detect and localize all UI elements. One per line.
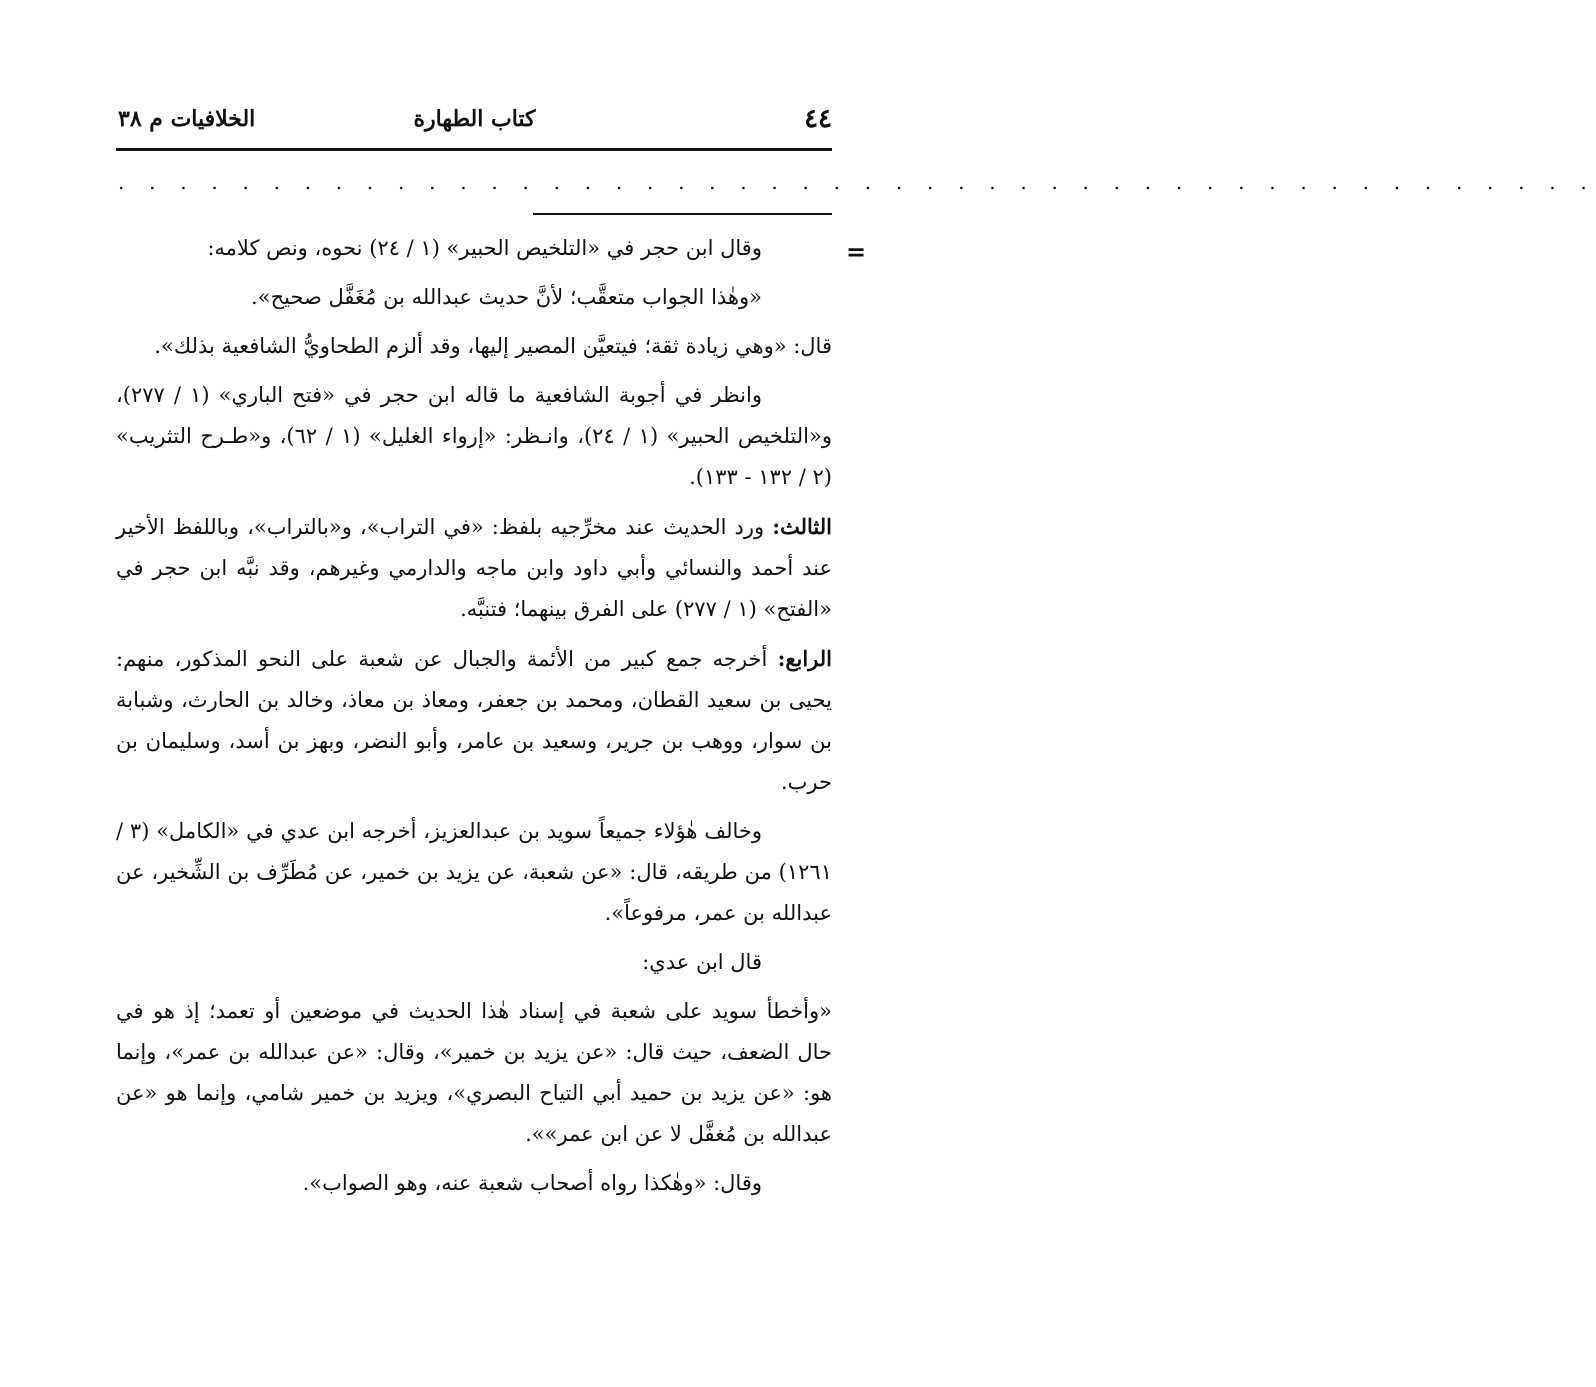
- footnote-rule: [533, 213, 832, 215]
- paragraph: وانظر في أجوبة الشافعية ما قاله ابن حجر في «فتح الباري» (١ / ٢٧٧)، و«التلخيص الحبير» (١ / ٢٤)، وانـظر: «إرواء الغليل» (١ / ٦٢)، و«طـرح التثريب» (٢ / ١٣٢ - ١٣٣).: [116, 383, 832, 489]
- point-text: أخرجه جمع كبير من الأئمة والجبال عن شعبة على النحو المذكور، منهم: يحيى بن سعيد القطان، ومحمد بن جعفر، ومعاذ بن معاذ، وخالد بن الحارث، وشبابة بن سوار، ووهب بن جرير، وسعيد بن عامر، وأبو النضر، وبهز بن أسد، وسليمان بن حرب.: [116, 647, 832, 794]
- header-rule: [116, 148, 832, 151]
- point-text: ورد الحديث عند مخرِّجيه بلفظ: «في التراب»، و«بالتراب»، وباللفظ الأخير عند أحمد والنسائي وأبي داود وابن ماجه والدارمي وغيرهم، وقد نبَّه ابن حجر في «الفتح» (١ / ٢٧٧) على الفرق بينهما؛ فتنبَّه.: [116, 515, 832, 621]
- paragraph-third-point: [116, 506, 832, 630]
- quote-paragraph: «وأخطأ سويد على شعبة في إسناد هٰذا الحديث في موضعين أو تعمد؛ إذ هو في حال الضعف، حيث قال: «عن يزيد بن خمير»، وقال: «عن عبدالله بن عمر»، وإنما هو: «عن يزيد بن حميد أبي التياح البصري»، ويزيد بن خمير شامي، وإنما هو «عن عبدالله بن مُغفَّل لا عن ابن عمر»».: [116, 999, 832, 1146]
- paragraph: وقال ابن حجر في «التلخيص الحبير» (١ / ٢٤) نحوه، ونص كلامه:: [207, 236, 762, 260]
- paragraph: قال ابن عدي:: [642, 950, 762, 974]
- page-number: ٤٤: [804, 104, 832, 134]
- continuation-mark: =: [846, 237, 867, 266]
- paragraph: وقال: «وهٰكذا رواه أصحاب شعبة عنه، وهو الصواب».: [302, 1171, 762, 1195]
- point-label: الثالث:: [772, 514, 832, 539]
- paragraph: قال: «وهي زيادة ثقة؛ فيتعيَّن المصير إليها، وقد ألزم الطحاويُّ الشافعية بذلك».: [154, 334, 832, 358]
- paragraph: وخالف هٰؤلاء جميعاً سويد بن عبدالعزيز، أخرجه ابن عدي في «الكامل» (٣ / ١٢٦١) من طريقه، قال: «عن شعبة، عن يزيد بن خمير، عن مُطَرِّف بن الشِّخير، عن عبدالله بن عمر، مرفوعاً».: [116, 819, 832, 925]
- point-label: الرابع:: [777, 646, 832, 671]
- paragraph-fourth-point: [116, 638, 832, 803]
- printer-signature: الخلافيات م ٣٨: [118, 106, 256, 132]
- quote-paragraph: «وهٰذا الجواب متعقَّب؛ لأنَّ حديث عبدالله بن مُغَفَّل صحيح».: [251, 285, 762, 309]
- separator-dots: . . . . . . . . . . . . . . . . . . . . . . . . . . . . . . . . . . . . . . . . . . . . . . . .: [118, 170, 1596, 194]
- footnote-body: [116, 228, 832, 1212]
- running-title: كتاب الطهارة: [413, 106, 536, 132]
